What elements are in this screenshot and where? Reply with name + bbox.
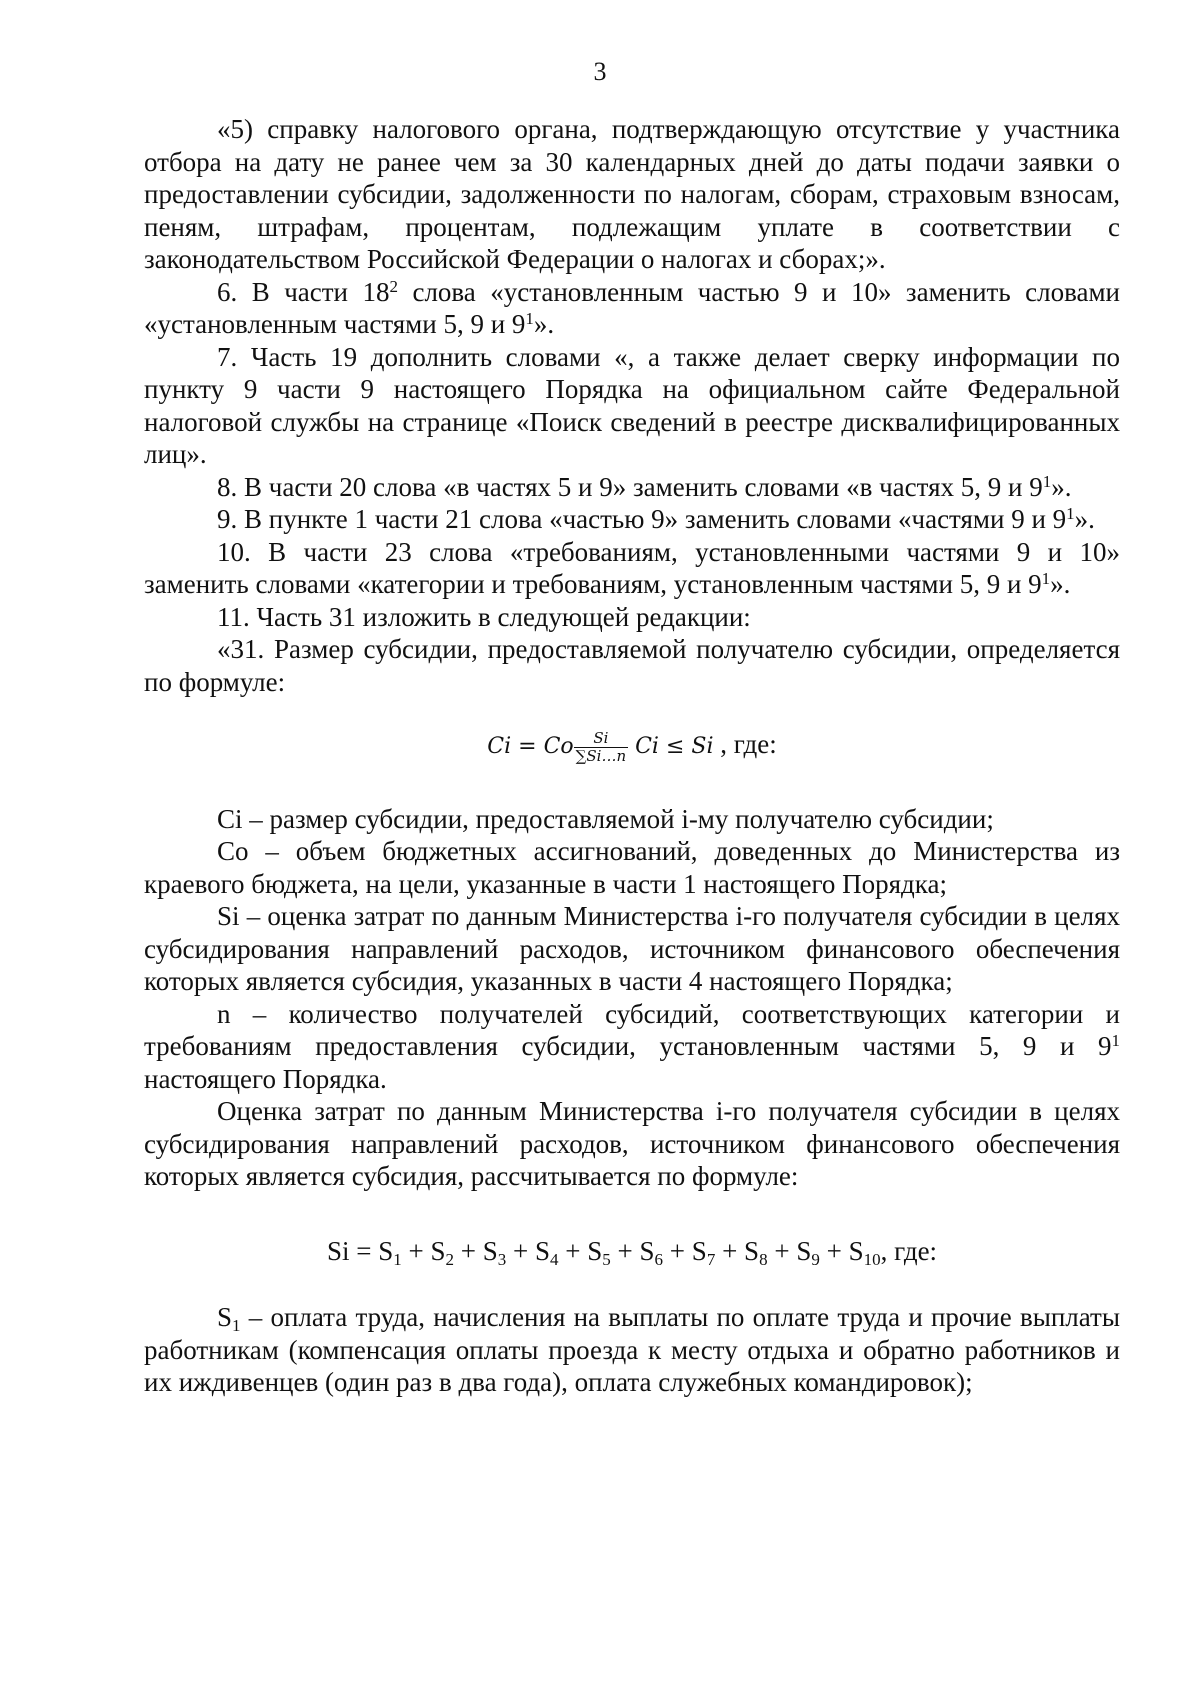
term-index: 2: [445, 1249, 454, 1269]
text: n – количество получателей субсидий, соответствующих категории и требованиям предоставления субсидии, установленным частями 5, 9 и 9: [144, 998, 1120, 1061]
definition-s1: [144, 1301, 1120, 1399]
definition-n: [144, 998, 1120, 1096]
term-index: 5: [602, 1249, 611, 1269]
formula-tail: , где:: [713, 729, 777, 759]
term-index: 4: [550, 1249, 559, 1269]
formula-si: [144, 1235, 1120, 1268]
superscript: 1: [1042, 471, 1052, 491]
formula-ci: [144, 728, 1120, 765]
term-s9: $S_9$: [796, 1235, 820, 1269]
formula-fraction: [574, 730, 628, 765]
paragraph-point-7: 7. Часть 19 дополнить словами «, а также делает сверку информации по пункту 9 части 9 настоящего Порядка на официальном сайте Федеральной налоговой службы на странице «Поиск сведений в реестре дисквалифицированных лиц».: [144, 341, 1120, 469]
fraction-numerator: Si: [574, 730, 628, 748]
definition-co: Co – объем бюджетных ассигнований, доведенных до Министерства из краевого бюджета, на цели, указанные в части 1 настоящего Порядка;: [144, 836, 1120, 899]
term-index: 10: [863, 1249, 881, 1269]
paragraph-cost-estimate: Оценка затрат по данным Министерства i-го получателя субсидии в целях субсидирования направлений расходов, источником финансового обеспечения которых является субсидия, рассчитывается по формуле:: [144, 1096, 1120, 1191]
text: – оплата труда, начисления на выплаты по оплате труда и прочие выплаты работникам (компенсация оплаты проезда к месту отдыха и обратно работников и их иждивенцев (один раз в два года), оплата служебных командировок);: [144, 1302, 1120, 1397]
term-s5: $S_5$: [587, 1235, 611, 1269]
paragraph-item-5: «5) справку налогового органа, подтверждающую отсутствие у участника отбора на дату не ранее чем за 30 календарных дней до даты подачи заявки о предоставлении субсидии, задолженности по налогам, сборам, страховым взносам, пеням, штрафам, процентам, подлежащим уплате в соответствии с законодательством Российской Федерации о налогах и сборах;».: [144, 114, 1120, 274]
document-body: [144, 113, 1120, 1399]
text: S: [217, 1302, 233, 1332]
text: ».: [533, 309, 555, 339]
term-s3: $S_3$: [482, 1235, 507, 1269]
term-index: 7: [706, 1249, 716, 1269]
plus-sign: +: [506, 1235, 535, 1266]
text: ».: [1074, 504, 1095, 534]
paragraph-point-9: [144, 503, 1120, 536]
plus-sign: +: [558, 1235, 588, 1266]
formula-si-lhs: Si =: [326, 1235, 379, 1266]
definition-si: Si – оценка затрат по данным Министерства i-го получателя субсидии в целях субсидирования направлений расходов, источником финансового обеспечения которых является субсидия, указанных в части 4 настоящего Порядка;: [144, 901, 1120, 996]
formula-lhs: Ci = Co: [487, 734, 574, 759]
term-s4: $S_4$: [534, 1235, 559, 1269]
term-index: 6: [654, 1249, 664, 1269]
text: 9. В пункте 1 части 21 слова «частью 9» заменить словами «частями 9 и 9: [217, 504, 1067, 534]
paragraph-point-11: 11. Часть 31 изложить в следующей редакции:: [217, 601, 751, 632]
term-index: 3: [497, 1249, 507, 1269]
term-index: 8: [759, 1249, 768, 1269]
text: ».: [1051, 471, 1072, 502]
paragraph-point-8: [144, 471, 1120, 504]
text: 6. В части 18: [217, 276, 390, 307]
term-s2: $S_2$: [430, 1235, 454, 1269]
term-s6: $S_6$: [639, 1235, 664, 1269]
paragraph-point-10: [144, 536, 1120, 601]
subscript: 1: [232, 1316, 241, 1335]
plus-sign: +: [401, 1235, 431, 1266]
term-index: 1: [393, 1249, 402, 1269]
text: ».: [1050, 569, 1071, 599]
term-s1: $S_1$: [378, 1235, 402, 1269]
formula-si-tail: , где:: [880, 1235, 938, 1266]
plus-sign: +: [767, 1235, 797, 1266]
plus-sign: +: [715, 1235, 745, 1266]
definition-ci: Ci – размер субсидии, предоставляемой i-му получателю субсидии;: [217, 803, 994, 834]
formula-si-terms: [378, 1235, 881, 1269]
text: настоящего Порядка.: [144, 1063, 387, 1094]
plus-sign: +: [610, 1235, 640, 1266]
superscript: 1: [1066, 504, 1075, 523]
superscript: 1: [525, 309, 534, 328]
term-s7: $S_7$: [691, 1235, 716, 1269]
superscript: 2: [389, 276, 398, 296]
term-s8: $S_8$: [744, 1235, 768, 1269]
term-index: 9: [811, 1249, 820, 1269]
superscript: 1: [1041, 569, 1051, 588]
page-number: 3: [593, 57, 607, 86]
paragraph-part-31: «31. Размер субсидии, предоставляемой получателю субсидии, определяется по формуле:: [144, 634, 1120, 697]
text: 10. В части 23 слова «требованиям, установленными частями 9 и 10» заменить словами «категории и требованиям, установленным частями 5, 9 и 9: [144, 536, 1120, 599]
plus-sign: +: [819, 1235, 849, 1266]
formula-rhs: Ci ≤ Si: [628, 734, 714, 759]
fraction-denominator: ∑Si…n: [575, 746, 627, 765]
text: слова «установленным частью 9 и 10» заменить словами «установленным частями 5, 9 и 9: [144, 276, 1121, 339]
term-s10: $S_{10}$: [848, 1235, 881, 1269]
plus-sign: +: [663, 1235, 692, 1266]
paragraph-point-6: [144, 276, 1120, 341]
superscript: 1: [1111, 1031, 1120, 1050]
text: 8. В части 20 слова «в частях 5 и 9» заменить словами «в частях 5, 9 и 9: [217, 471, 1043, 502]
plus-sign: +: [453, 1235, 483, 1266]
